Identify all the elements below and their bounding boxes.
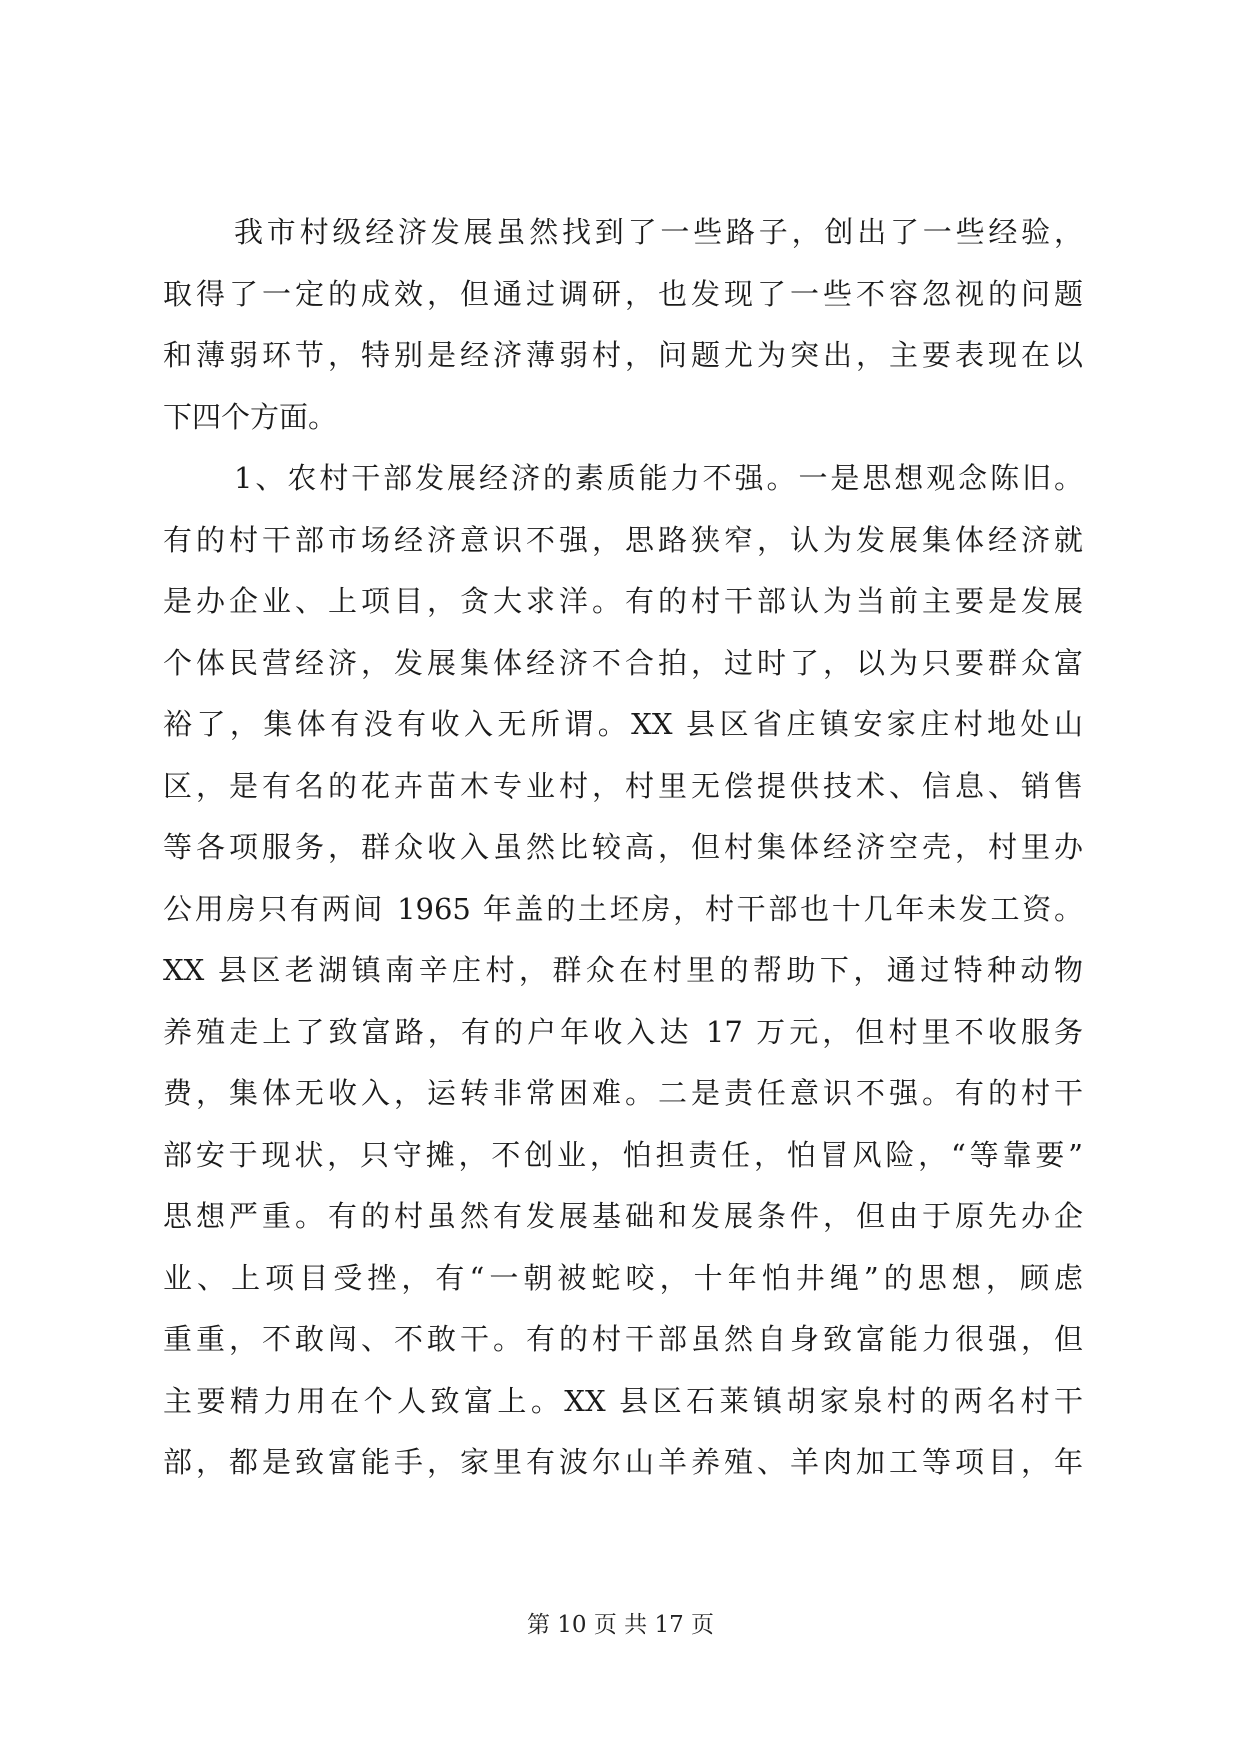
paragraph-2-line-7: 等各项服务，群众收入虽然比较高，但村集体经济空壳，村里办 <box>163 830 1083 864</box>
paragraph-2-line-11: 费，集体无收入，运转非常困难。二是责任意识不强。有的村干 <box>163 1076 1083 1110</box>
paragraph-2-line-8: 公用房只有两间 1965 年盖的土坯房，村干部也十几年未发工资。 <box>163 891 1083 926</box>
document-body <box>163 202 1083 1494</box>
page-footer <box>0 1606 1241 1639</box>
paragraph-2-line-9: XX 县区老湖镇南辛庄村，群众在村里的帮助下，通过特种动物 <box>163 953 1083 987</box>
paragraph-2-line-16: 主要精力用在个人致富上。XX 县区石莱镇胡家泉村的两名村干 <box>163 1383 1083 1418</box>
paragraph-1-line-3: 和薄弱环节，特别是经济薄弱村，问题尤为突出，主要表现在以 <box>163 338 1083 372</box>
paragraph-2-line-6: 区，是有名的花卉苗木专业村，村里无偿提供技术、信息、销售 <box>163 768 1083 803</box>
paragraph-2-line-13: 思想严重。有的村虽然有发展基础和发展条件，但由于原先办企 <box>163 1199 1083 1233</box>
page-number-label: 第 10 页 共 17 页 <box>526 1612 715 1638</box>
paragraph-1-line-4: 下四个方面。 <box>163 399 338 434</box>
paragraph-2-line-4: 个体民营经济，发展集体经济不合拍，过时了，以为只要群众富 <box>163 645 1083 680</box>
paragraph-2-line-12: 部安于现状，只守摊，不创业，怕担责任，怕冒风险，“等靠要” <box>163 1137 1083 1172</box>
paragraph-2-line-3: 是办企业、上项目，贪大求洋。有的村干部认为当前主要是发展 <box>163 584 1083 618</box>
paragraph-2-line-2: 有的村干部市场经济意识不强，思路狭窄，认为发展集体经济就 <box>163 522 1083 557</box>
paragraph-1-line-1: 我市村级经济发展虽然找到了一些路子，创出了一些经验， <box>234 215 1083 249</box>
paragraph-2-line-1: 1、农村干部发展经济的素质能力不强。一是思想观念陈旧。 <box>234 461 1083 495</box>
paragraph-2-line-15: 重重，不敢闯、不敢干。有的村干部虽然自身致富能力很强，但 <box>163 1322 1083 1356</box>
paragraph-1-line-2: 取得了一定的成效，但通过调研，也发现了一些不容忽视的问题 <box>163 276 1083 311</box>
paragraph-2-line-14: 业、上项目受挫，有“一朝被蛇咬，十年怕井绳”的思想，顾虑 <box>163 1260 1083 1295</box>
paragraph-2-line-17: 部，都是致富能手，家里有波尔山羊养殖、羊肉加工等项目，年 <box>163 1445 1083 1479</box>
paragraph-2-line-10: 养殖走上了致富路，有的户年收入达 17 万元，但村里不收服务 <box>163 1014 1083 1049</box>
paragraph-2-line-5: 裕了，集体有没有收入无所谓。XX 县区省庄镇安家庄村地处山 <box>163 707 1083 741</box>
